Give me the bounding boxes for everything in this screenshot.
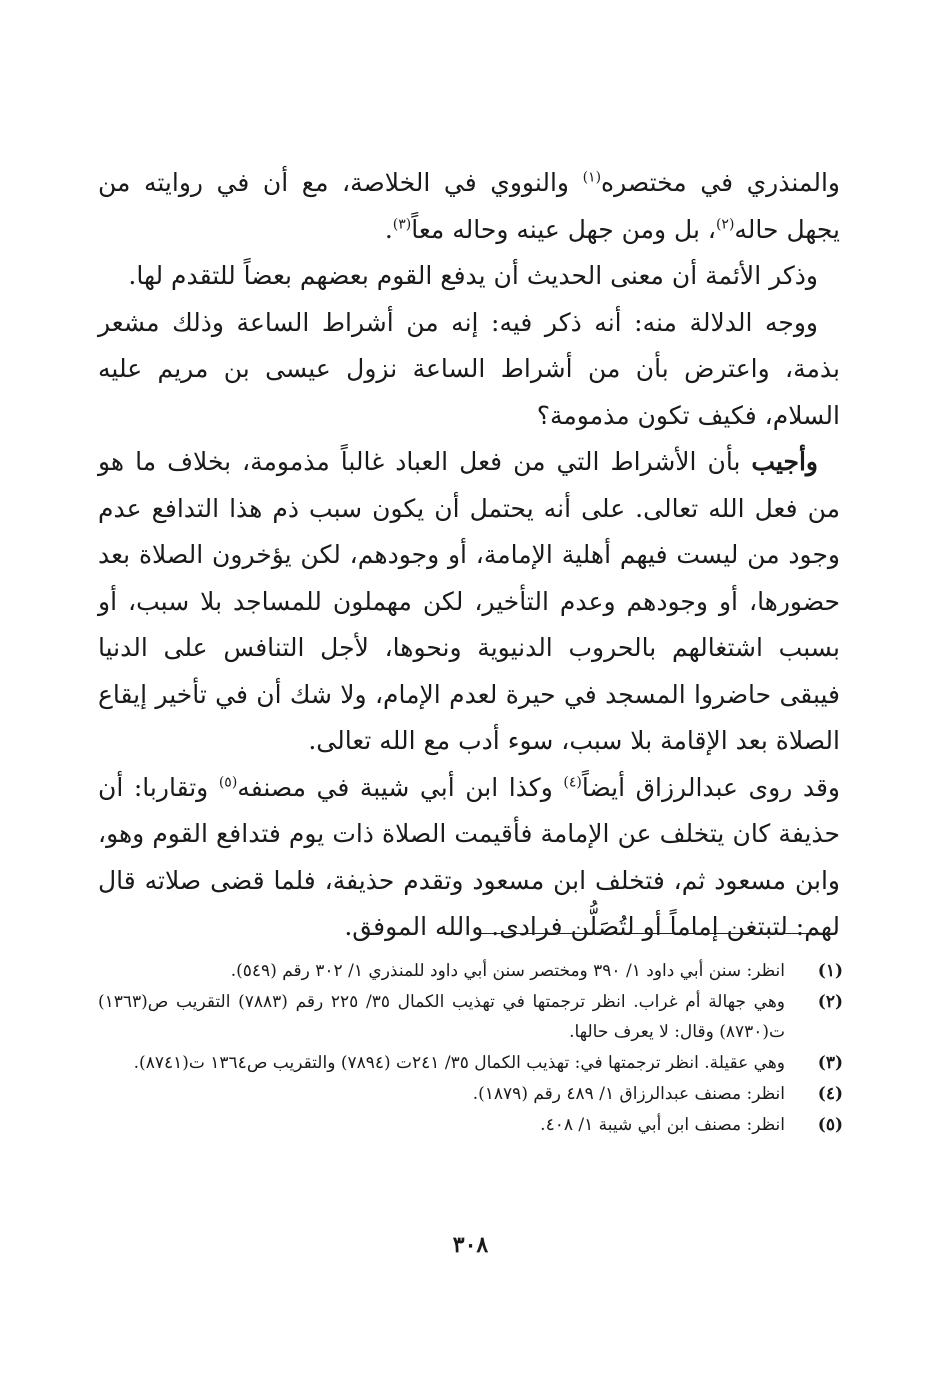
- footnote-number: (٥): [817, 1115, 843, 1135]
- paragraph-3: ووجه الدلالة منه: أنه ذكر فيه: إنه من أشراط الساعة وذلك مشعر بذمة، واعترض بأن من أشراط الساعة نزول عيسى بن مريم عليه السلام، فكيف تكون مذمومة؟: [98, 307, 840, 430]
- footnote-text: وهي عقيلة. انظر ترجمتها في: تهذيب الكمال ٣٥/ ٢٤١ت (٧٨٩٤) والتقريب ص١٣٦٤ ت(٨٧٤١).: [133, 1053, 785, 1073]
- footnote-ref-2: (٢): [715, 216, 735, 233]
- footnote-item: [98, 956, 843, 986]
- footnote-text: انظر: سنن أبي داود ١/ ٣٩٠ ومختصر سنن أبي داود للمنذري ١/ ٣٠٢ رقم (٥٤٩).: [230, 961, 785, 981]
- paragraph-1-part-a: والمنذري في مختصره: [601, 168, 840, 197]
- paragraph-1-part-d: .: [384, 214, 393, 244]
- main-text: [98, 160, 840, 951]
- paragraph-4-lead-word: وأجيب: [751, 447, 818, 476]
- footnote-text: انظر: مصنف ابن أبي شيبة ١/ ٤٠٨.: [540, 1115, 785, 1135]
- footnote-ref-4: (٤): [563, 774, 582, 791]
- footnote-item: [98, 987, 843, 1047]
- footnote-item: [98, 1079, 843, 1109]
- page-number: ٣٠٨: [452, 1232, 489, 1258]
- footnote-divider: [475, 933, 830, 934]
- paragraph-5-part-c: وتقاربا: أن حذيفة كان يتخلف عن الإمامة فأقيمت الصلاة ذات يوم فتدافع القوم وهو، وابن مسعود ثم، فتخلف ابن مسعود وتقدم حذيفة، فلما قضى صلاته قال لهم: لتبتغن إماماً أو لتُصَلُّن فرادى. والله الموفق.: [98, 772, 840, 941]
- footnote-number: (٤): [817, 1084, 843, 1104]
- paragraph-5-part-b: وكذا ابن أبي شيبة في مصنفه: [237, 772, 564, 802]
- footnotes: [98, 956, 843, 1141]
- paragraph-4-rest: بأن الأشراط التي من فعل العباد غالباً مذمومة، بخلاف ما هو من فعل الله تعالى. على أنه يحتمل أن يكون سبب ذم هذا التدافع عدم وجود من ليست فيهم أهلية الإمامة، أو وجودهم، لكن يؤخرون الصلاة بعد حضورها، أو وجودهم وعدم التأخير، لكن مهملون للمساجد بلا سبب، أو بسبب اشتغالهم بالحروب الدنيوية ونحوها، لأجل التنافس على الدنيا فيبقى حاضروا المسجد في حيرة لعدم الإمام، ولا شك أن في تأخير إيقاع الصلاة بعد الإقامة بلا سبب، سوء أدب مع الله تعالى.: [98, 447, 840, 755]
- paragraph-5-part-a: وقد روى عبدالرزاق أيضاً: [581, 772, 840, 802]
- paragraph-1-part-c: ، بل ومن جهل عينه وحاله معاً: [411, 214, 716, 244]
- footnote-ref-5: (٥): [218, 774, 238, 791]
- paragraph-4: [98, 439, 840, 765]
- paragraph-1: [98, 160, 840, 253]
- footnote-text: وهي جهالة أم غراب. انظر ترجمتها في تهذيب الكمال ٣٥/ ٢٢٥ رقم (٧٨٨٣) التقريب ص(١٣٦٣) ت(٨٧٣٠) وقال: لا يعرف حالها.: [98, 992, 786, 1042]
- footnote-number: (١): [817, 961, 843, 981]
- footnote-item: [98, 1048, 843, 1078]
- footnote-number: (٢): [817, 992, 843, 1012]
- paragraph-2: وذكر الأئمة أن معنى الحديث أن يدفع القوم بعضهم بعضاً للتقدم لها.: [128, 261, 818, 290]
- footnote-ref-3: (٣): [392, 216, 412, 233]
- footnote-item: [98, 1110, 843, 1140]
- footnote-text: انظر: مصنف عبدالرزاق ١/ ٤٨٩ رقم (١٨٧٩).: [472, 1084, 785, 1104]
- footnote-number: (٣): [817, 1053, 843, 1073]
- paragraph-5: [98, 765, 840, 951]
- footnote-ref-1: (١): [582, 169, 602, 186]
- paragraph-1-part-b: والنووي في الخلاصة، مع أن في روايته من يجهل حاله: [98, 168, 840, 244]
